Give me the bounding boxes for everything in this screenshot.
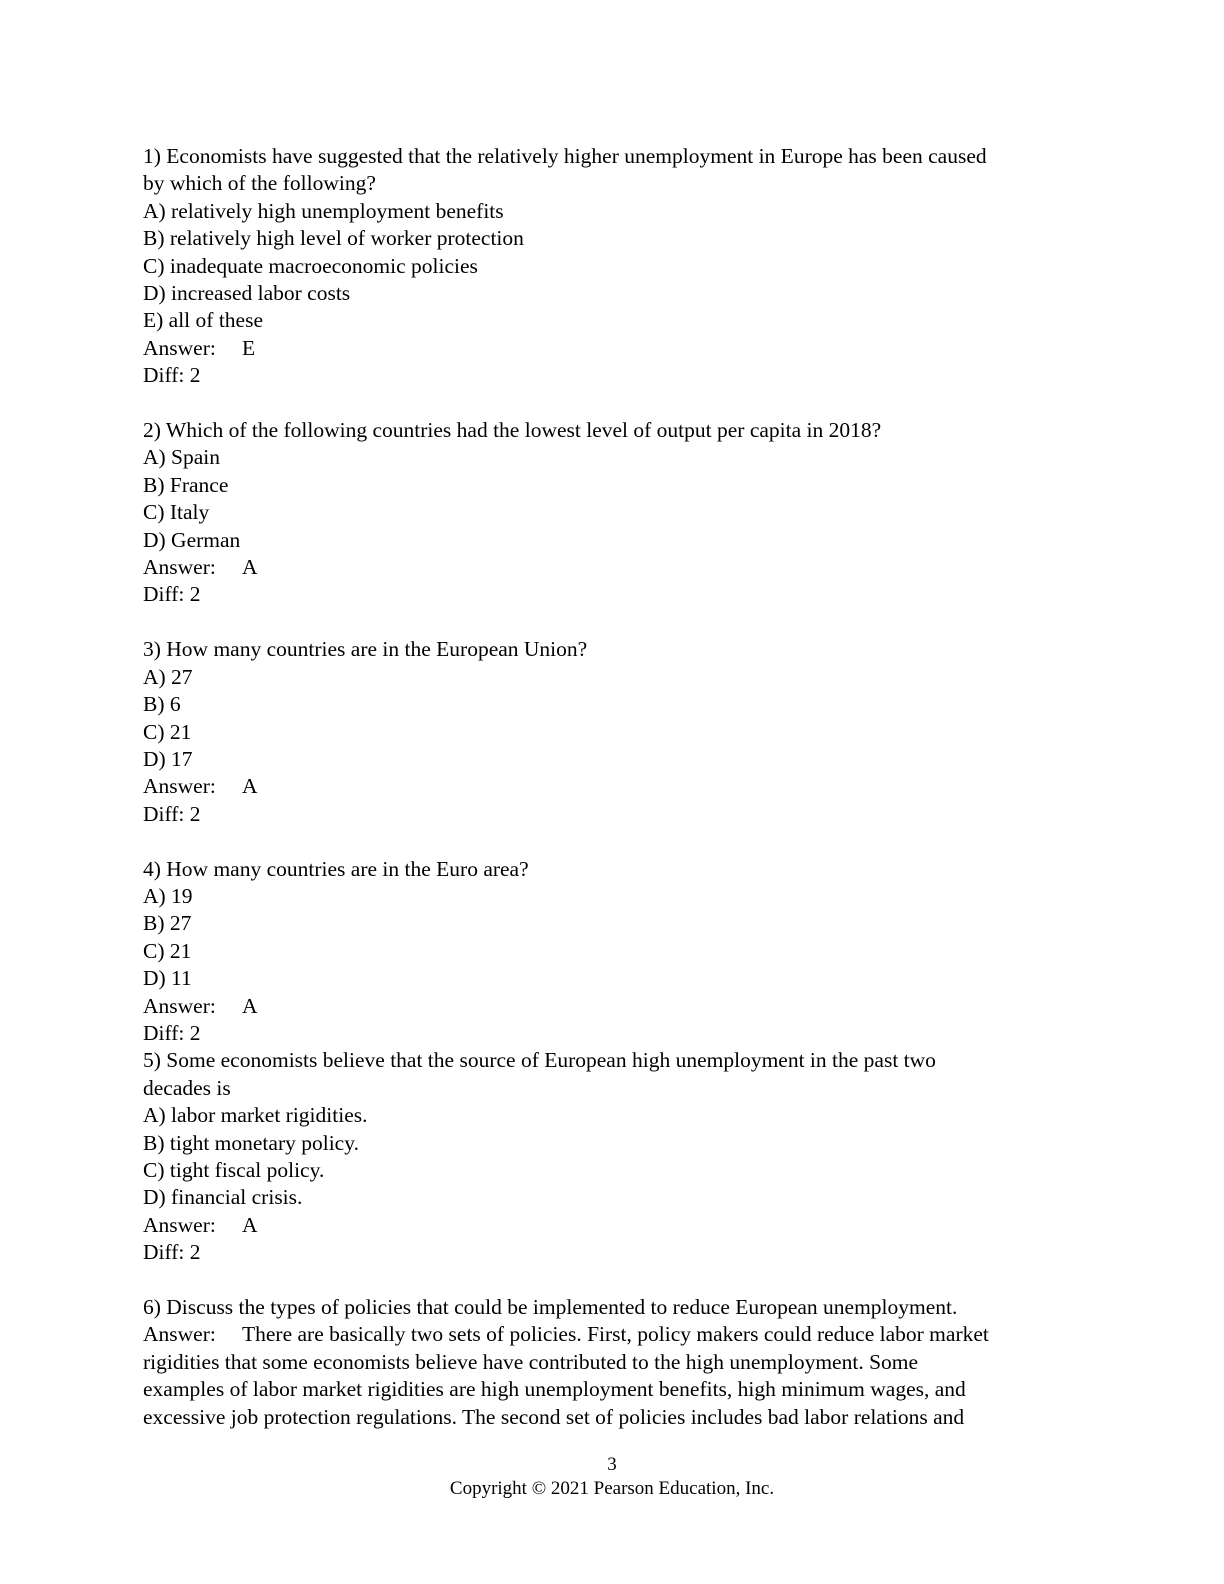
option: D) German xyxy=(143,527,241,552)
option: E) all of these xyxy=(143,308,263,333)
question-text: decades is xyxy=(143,1075,231,1100)
option: C) 21 xyxy=(143,938,192,963)
question-text: 2) Which of the following countries had the lowest level of output per capita in 2018? xyxy=(143,418,882,443)
option: B) France xyxy=(143,472,229,497)
option: C) tight fiscal policy. xyxy=(143,1157,325,1182)
spacer xyxy=(143,609,1083,636)
option: C) 21 xyxy=(143,719,192,744)
question-text: 3) How many countries are in the European Union? xyxy=(143,637,588,662)
question-block xyxy=(143,856,1083,1048)
spacer xyxy=(143,390,1083,417)
answer-text: rigidities that some economists believe have contributed to the high unemployment. Some xyxy=(143,1349,919,1374)
option: B) 27 xyxy=(143,911,192,936)
answer-line xyxy=(143,554,1083,581)
answer-line xyxy=(143,773,1083,800)
answer-text: There are basically two sets of policies. First, policy makers could reduce labor market xyxy=(242,1322,989,1347)
question-text: 6) Discuss the types of policies that could be implemented to reduce European unemployment. xyxy=(143,1295,958,1319)
option: B) tight monetary policy. xyxy=(143,1130,359,1155)
answer-value: A xyxy=(242,993,258,1018)
answer-label: Answer: xyxy=(143,1322,216,1347)
difficulty: Diff: 2 xyxy=(143,1020,201,1045)
answer-line xyxy=(143,1321,1083,1348)
answer-value: A xyxy=(242,555,258,580)
option: A) labor market rigidities. xyxy=(143,1103,368,1128)
question-block xyxy=(143,1047,1083,1266)
answer-line xyxy=(143,993,1083,1020)
difficulty: Diff: 2 xyxy=(143,363,201,388)
document-body xyxy=(143,143,1083,1431)
answer-label: Answer: xyxy=(143,993,216,1018)
option: B) relatively high level of worker protection xyxy=(143,226,524,251)
answer-line xyxy=(143,1212,1083,1239)
copyright-notice: Copyright © 2021 Pearson Education, Inc. xyxy=(449,1478,775,1499)
difficulty: Diff: 2 xyxy=(143,582,201,607)
answer-label: Answer: xyxy=(143,335,216,360)
question-text: 5) Some economists believe that the source of European high unemployment in the past two xyxy=(143,1048,936,1073)
option: A) 27 xyxy=(143,664,193,689)
option: C) Italy xyxy=(143,500,210,525)
option: A) relatively high unemployment benefits xyxy=(143,198,504,223)
difficulty: Diff: 2 xyxy=(143,1240,201,1265)
answer-value: A xyxy=(242,774,258,799)
question-block xyxy=(143,143,1083,390)
option: B) 6 xyxy=(143,692,181,717)
option: D) 11 xyxy=(143,966,192,991)
essay-block xyxy=(143,1294,1083,1431)
answer-value: A xyxy=(242,1212,258,1237)
page-footer xyxy=(0,1453,1224,1501)
answer-label: Answer: xyxy=(143,774,216,799)
question-text: 4) How many countries are in the Euro area? xyxy=(143,856,529,881)
question-text: 1) Economists have suggested that the relatively higher unemployment in Europe has been caused xyxy=(143,144,987,168)
answer-text: examples of labor market rigidities are high unemployment benefits, high minimum wages, and xyxy=(143,1377,966,1402)
answer-value: E xyxy=(242,335,256,360)
option: D) increased labor costs xyxy=(143,281,351,306)
answer-line xyxy=(143,335,1083,362)
option: D) 17 xyxy=(143,746,193,771)
spacer xyxy=(143,1267,1083,1294)
question-block xyxy=(143,636,1083,828)
question-text: by which of the following? xyxy=(143,171,376,196)
option: A) 19 xyxy=(143,883,193,908)
answer-label: Answer: xyxy=(143,1212,216,1237)
question-block xyxy=(143,417,1083,609)
answer-label: Answer: xyxy=(143,555,216,580)
difficulty: Diff: 2 xyxy=(143,801,201,826)
option: A) Spain xyxy=(143,445,221,470)
answer-text: excessive job protection regulations. The second set of policies includes bad labor relations and xyxy=(143,1404,965,1429)
option: C) inadequate macroeconomic policies xyxy=(143,253,478,278)
page-number: 3 xyxy=(607,1454,617,1475)
spacer xyxy=(143,828,1083,855)
option: D) financial crisis. xyxy=(143,1185,303,1210)
